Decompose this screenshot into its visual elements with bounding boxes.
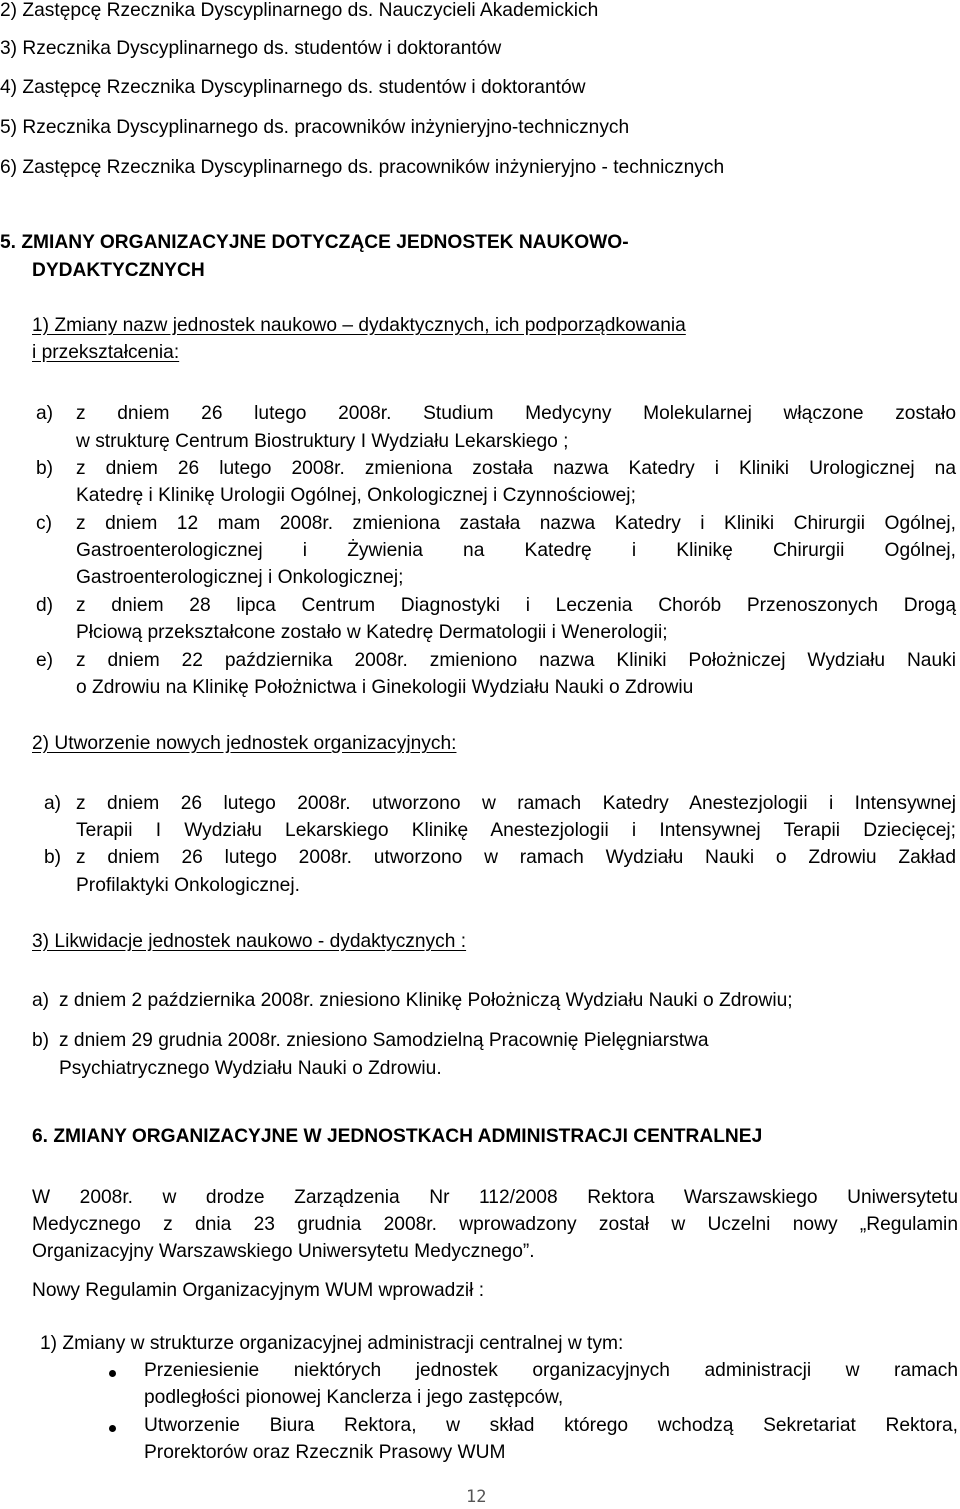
item-text: Profilaktyki Onkologicznej.: [76, 875, 300, 896]
item-text: z dniem 12 mam 2008r. zmieniona zastała nazwa Katedry i Kliniki Chirurgii Ogólnej,: [76, 513, 956, 534]
item-text: z dniem 26 lutego 2008r. zmieniona została nazwa Katedry i Kliniki Urologicznej na: [76, 458, 956, 479]
list-item: 2) Zastępcę Rzecznika Dyscyplinarnego ds. Nauczycieli Akademickich: [0, 0, 599, 21]
subsection-heading-cont: i przekształcenia:: [32, 342, 180, 363]
page-number: 12: [466, 1487, 487, 1507]
item-text: Terapii I Wydziału Lekarskiego Klinikę Anestezjologii i Intensywnej Terapii Dziecięcej;: [76, 820, 956, 841]
bullet-icon: [109, 1370, 116, 1377]
paragraph-line: W 2008r. w drodze Zarządzenia Nr 112/2008 Rektora Warszawskiego Uniwersytetu: [32, 1187, 958, 1208]
item-label: a): [44, 793, 62, 814]
item-label: b): [44, 847, 62, 868]
item-text: Katedrę i Klinikę Urologii Ogólnej, Onkologicznej i Czynnościowej;: [76, 485, 636, 506]
bullet-text: podległości pionowej Kanclerza i jego zastępców,: [144, 1387, 564, 1408]
list-item: 5) Rzecznika Dyscyplinarnego ds. pracowników inżynieryjno-technicznych: [0, 117, 630, 138]
bullet-text: Utworzenie Biura Rektora, w skład którego wchodzą Sekretariat Rektora,: [144, 1415, 958, 1436]
paragraph-intro: Nowy Regulamin Organizacyjnym WUM wprowadził :: [32, 1280, 485, 1301]
item-text: Psychiatrycznego Wydziału Nauki o Zdrowiu.: [59, 1058, 442, 1079]
bullet-text: Prorektorów oraz Rzecznik Prasowy WUM: [144, 1442, 506, 1463]
paragraph-line: Medycznego z dnia 23 grudnia 2008r. wprowadzony został w Uczelni nowy „Regulamin: [32, 1214, 958, 1235]
item-text: z dniem 22 października 2008r. zmieniono nazwa Kliniki Położniczej Wydziału Nauki: [76, 650, 956, 671]
subsection-heading: 3) Likwidacje jednostek naukowo - dydaktycznych :: [32, 931, 467, 952]
item-text: Płciową przekształcone zostało w Katedrę Dermatologii i Wenerologii;: [76, 622, 668, 643]
list-item: 3) Rzecznika Dyscyplinarnego ds. studentów i doktorantów: [0, 38, 502, 59]
list-item: 1) Zmiany w strukturze organizacyjnej administracji centralnej w tym:: [40, 1333, 624, 1354]
subsection-heading: [32, 315, 686, 337]
item-text: z dniem 26 lutego 2008r. utworzono w ramach Katedry Anestezjologii i Intensywnej: [76, 793, 956, 814]
subsection-heading: 2) Utworzenie nowych jednostek organizacyjnych:: [32, 733, 457, 754]
item-text: z dniem 2 października 2008r. zniesiono Klinikę Położniczą Wydziału Nauki o Zdrowiu;: [59, 990, 793, 1011]
item-text: Gastroenterologicznej i Onkologicznej;: [76, 567, 404, 588]
subsection-heading-text: 1) Zmiany nazw jednostek naukowo – dydaktycznych, ich podporządkowania: [32, 315, 686, 336]
item-label: b): [32, 1030, 50, 1051]
item-text: Gastroenterologicznej i Żywienia na Katedrę i Klinikę Chirurgii Ogólnej,: [76, 540, 956, 561]
section-heading: 6. ZMIANY ORGANIZACYJNE W JEDNOSTKACH ADMINISTRACJI CENTRALNEJ: [32, 1126, 763, 1147]
item-text: z dniem 29 grudnia 2008r. zniesiono Samodzielną Pracownię Pielęgniarstwa: [59, 1030, 709, 1051]
item-text: z dniem 28 lipca Centrum Diagnostyki i Leczenia Chorób Przenoszonych Drogą: [76, 595, 956, 616]
item-text: z dniem 26 lutego 2008r. Studium Medycyny Molekularnej włączone zostało: [76, 403, 956, 424]
section-heading: 5. ZMIANY ORGANIZACYJNE DOTYCZĄCE JEDNOSTEK NAUKOWO-: [0, 232, 629, 253]
item-label: e): [36, 650, 54, 671]
bullet-text: Przeniesienie niektórych jednostek organizacyjnych administracji w ramach: [144, 1360, 958, 1381]
item-label: c): [36, 513, 52, 534]
list-item: 6) Zastępcę Rzecznika Dyscyplinarnego ds. pracowników inżynieryjno - technicznych: [0, 157, 725, 178]
paragraph-line: Organizacyjny Warszawskiego Uniwersytetu Medycznego”.: [32, 1241, 535, 1262]
list-item: 4) Zastępcę Rzecznika Dyscyplinarnego ds. studentów i doktorantów: [0, 77, 586, 98]
bullet-icon: [109, 1425, 116, 1432]
section-heading-cont: DYDAKTYCZNYCH: [32, 260, 205, 281]
item-label: b): [36, 458, 54, 479]
item-text: z dniem 26 lutego 2008r. utworzono w ramach Wydziału Nauki o Zdrowiu Zakład: [76, 847, 956, 868]
item-text: o Zdrowiu na Klinikę Położnictwa i Ginekologii Wydziału Nauki o Zdrowiu: [76, 677, 694, 698]
item-label: a): [32, 990, 50, 1011]
item-label: d): [36, 595, 54, 616]
item-label: a): [36, 403, 54, 424]
item-text: w strukturę Centrum Biostruktury I Wydziału Lekarskiego ;: [76, 431, 569, 452]
